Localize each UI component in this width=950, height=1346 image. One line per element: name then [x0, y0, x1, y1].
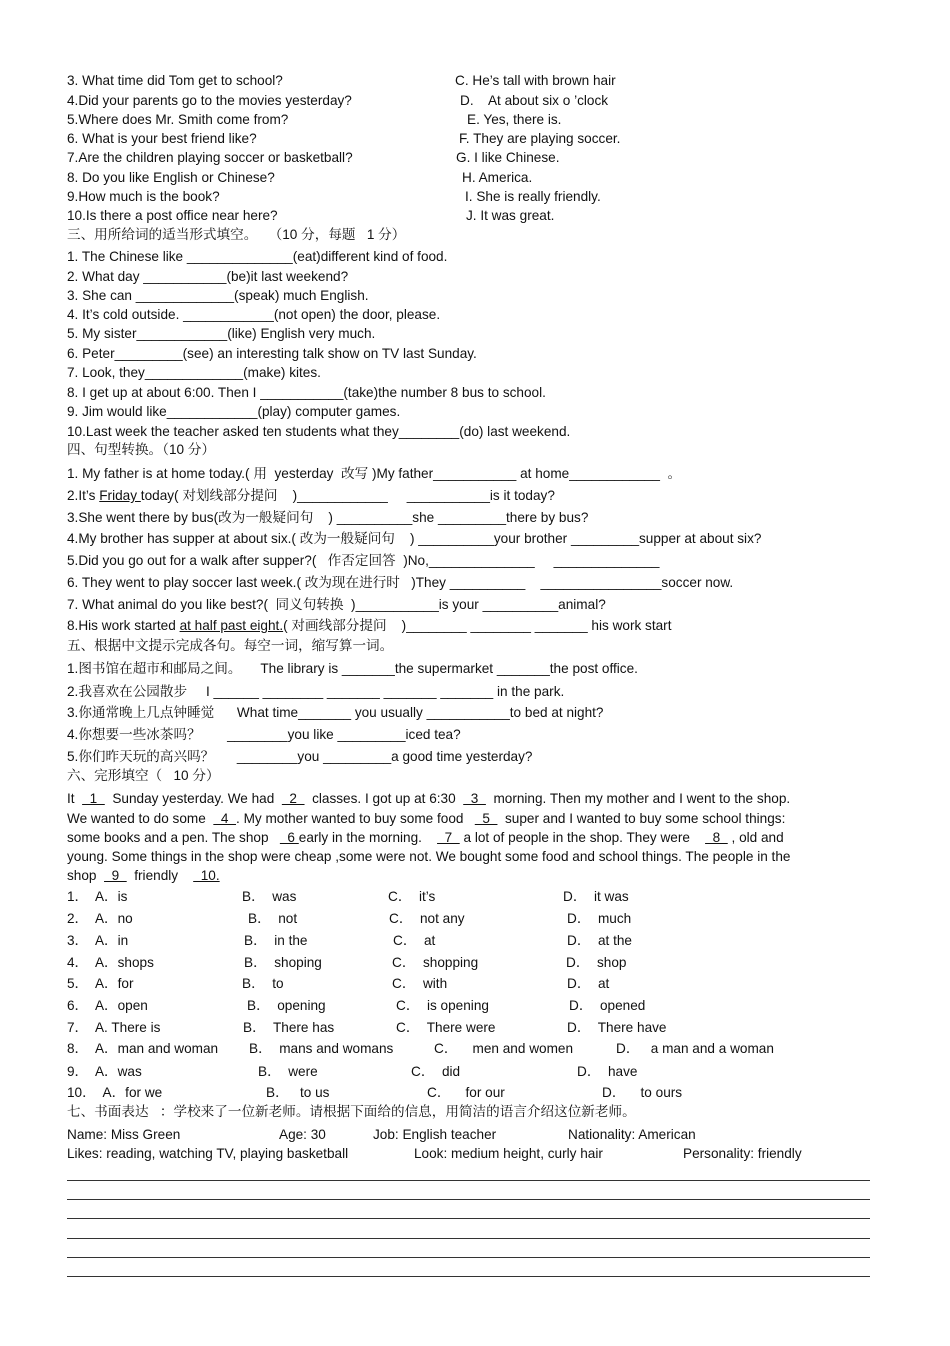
match-question: 3. What time did Tom get to school? [67, 73, 283, 88]
fill-item: 6. Peter_________(see) an interesting talk show on TV last Sunday. [67, 346, 477, 361]
match-answer: F. They are playing soccer. [459, 131, 621, 146]
transform-item: 1. My father is at home today.( 用 yesterday 改写 )My father___________ at home____________ 。 [67, 466, 682, 481]
fill-item: 4. It’s cold outside. ____________(not open) the door, please. [67, 307, 441, 322]
option: C． There were [396, 1020, 496, 1035]
fill-item: 8. I get up at about 6:00. Then I ___________(take)the number 8 bus to school. [67, 385, 546, 400]
writing-line [67, 1276, 870, 1277]
match-answer: D. At about six o ’clock [460, 93, 609, 108]
match-question: 8. Do you like English or Chinese? [67, 170, 275, 185]
option: B． in the [244, 933, 308, 948]
transform-item: 2.It’s Friday today( 对划线部分提问 )____________ ___________is it today? [67, 488, 555, 503]
transform-item: 6. They went to play soccer last week.( 改为现在进行时 )They __________ ________________soccer now. [67, 575, 734, 590]
option: 8． A．man and woman [67, 1041, 219, 1056]
option: D． There have [567, 1020, 667, 1035]
transform-item: 8.His work started at half past eight.( 对画线部分提问 )________ ________ _______ his work start [67, 618, 672, 633]
option: D． to ours [602, 1085, 683, 1100]
transform-item: 3.She went there by bus(改为一般疑问句 ) __________she _________there by bus? [67, 510, 589, 525]
option: B． not [248, 911, 298, 926]
fill-item: 7. Look, they_____________(make) kites. [67, 365, 321, 380]
info-nationality: Nationality: American [568, 1127, 696, 1142]
translate-item: 5.你们昨天玩的高兴吗？ ________you _________a good time yesterday? [67, 749, 533, 764]
match-question: 10.Is there a post office near here? [67, 208, 278, 223]
section6-title: 六、完形填空（ 10 分） [67, 768, 220, 783]
option: D． a man and a woman [616, 1041, 774, 1056]
option: D． opened [569, 998, 646, 1013]
writing-line [67, 1238, 870, 1239]
translate-item: 2.我喜欢在公园散步 I ______ ________ _______ _______ _______ in the park. [67, 684, 565, 699]
fill-item: 3. She can _____________(speak) much English. [67, 288, 369, 303]
passage-line: We wanted to do some 4 . My mother wanted to buy some food 5 super and I wanted to buy some school things: [67, 811, 786, 826]
match-answer: J. It was great. [466, 208, 555, 223]
passage-line: It 1 Sunday yesterday. We had 2 classes. I got up at 6:30 3 morning. Then my mother and I went to the shop. [67, 791, 791, 806]
match-answer: G. I like Chinese. [456, 150, 560, 165]
option: B． were [258, 1064, 318, 1079]
match-question: 4.Did your parents go to the movies yesterday? [67, 93, 352, 108]
option: B． opening [247, 998, 326, 1013]
info-age: Age: 30 [279, 1127, 326, 1142]
fill-item: 1. The Chinese like ______________(eat)different kind of food. [67, 249, 448, 264]
info-look: Look: medium height, curly hair [414, 1146, 603, 1161]
option: D． have [577, 1064, 638, 1079]
option: D． it was [563, 889, 629, 904]
info-job: Job: English teacher [373, 1127, 497, 1142]
section7-title: 七、书面表达 ：学校来了一位新老师。请根据下面给的信息，用简洁的语言介绍这位新老师。 [67, 1104, 636, 1119]
option: C． is opening [396, 998, 489, 1013]
option: C． with [392, 976, 448, 991]
match-question: 9.How much is the book? [67, 189, 220, 204]
info-likes: Likes: reading, watching TV, playing basketball [67, 1146, 349, 1161]
option: C． for our [427, 1085, 505, 1100]
translate-item: 1.图书馆在超市和邮局之间。 The library is _______the supermarket _______the post office. [67, 661, 638, 676]
info-name: Name: Miss Green [67, 1127, 181, 1142]
fill-item: 9. Jim would like____________(play) computer games. [67, 404, 401, 419]
option: 1． A．is [67, 889, 128, 904]
fill-item: 2. What day ___________(be)it last weekend? [67, 269, 349, 284]
match-question: 6. What is your best friend like? [67, 131, 257, 146]
option: 5． A．for [67, 976, 134, 991]
transform-item: 7. What animal do you like best?( 同义句转换 )___________is your __________animal? [67, 597, 606, 612]
match-question: 7.Are the children playing soccer or basketball? [67, 150, 353, 165]
translate-item: 3.你通常晚上几点钟睡觉 What time_______ you usually ___________to bed at night? [67, 705, 604, 720]
option: D． much [567, 911, 632, 926]
option: B． mans and womans [249, 1041, 394, 1056]
option: D． at [567, 976, 610, 991]
option: 6． A．open [67, 998, 148, 1013]
match-answer: H. America. [462, 170, 533, 185]
passage-line: shop 9 friendly 10. [67, 868, 220, 883]
passage-line: some books and a pen. The shop 6 early in the morning. 7 a lot of people in the shop. They were 8 , old and [67, 830, 784, 845]
option: C． men and women [434, 1041, 574, 1056]
translate-item: 4.你想要一些冰茶吗？ ________you like _________iced tea? [67, 727, 461, 742]
transform-item: 4.My brother has supper at about six.( 改为一般疑问句 ) __________your brother _________supper at about six? [67, 531, 762, 546]
option: C． shopping [392, 955, 479, 970]
section3-title: 三、用所给词的适当形式填空。 （10 分，每题 1 分） [67, 227, 406, 242]
passage-line: young. Some things in the shop were cheap ,some were not. We bought some food and school things. The people in the [67, 849, 791, 864]
option: B． to [242, 976, 284, 991]
writing-line [67, 1257, 870, 1258]
option: B． There has [243, 1020, 335, 1035]
info-personality: Personality: friendly [683, 1146, 802, 1161]
option: 10． A．for we [67, 1085, 163, 1100]
fill-item: 5. My sister____________(like) English very much. [67, 326, 376, 341]
option: C． it’s [388, 889, 436, 904]
section4-title: 四、句型转换。（10 分） [67, 442, 216, 457]
option: 3． A．in [67, 933, 129, 948]
option: B． was [242, 889, 297, 904]
match-answer: C. He’s tall with brown hair [455, 73, 616, 88]
option: 4． A．shops [67, 955, 154, 970]
match-answer: E. Yes, there is. [467, 112, 562, 127]
option: 7． A. There is [67, 1020, 161, 1035]
option: B． to us [266, 1085, 330, 1100]
match-answer: I. She is really friendly. [465, 189, 601, 204]
writing-line [67, 1180, 870, 1181]
option: 9． A．was [67, 1064, 142, 1079]
fill-item: 10.Last week the teacher asked ten students what they________(do) last weekend. [67, 424, 571, 439]
option: B． shoping [244, 955, 322, 970]
match-question: 5.Where does Mr. Smith come from? [67, 112, 289, 127]
option: 2． A．no [67, 911, 133, 926]
transform-item: 5.Did you go out for a walk after supper?( 作否定回答 )No,______________ ______________ [67, 553, 660, 568]
option: D． shop [566, 955, 627, 970]
option: D． at the [567, 933, 632, 948]
writing-line [67, 1199, 870, 1200]
section5-title: 五、根据中文提示完成各句。每空一词，缩写算一词。 [67, 638, 394, 653]
underlined-phrase: at half past eight. [179, 618, 284, 633]
option: C． not any [389, 911, 465, 926]
underlined-word: Friday [99, 488, 141, 503]
option: C． at [393, 933, 436, 948]
option: C． did [411, 1064, 461, 1079]
writing-line [67, 1218, 870, 1219]
